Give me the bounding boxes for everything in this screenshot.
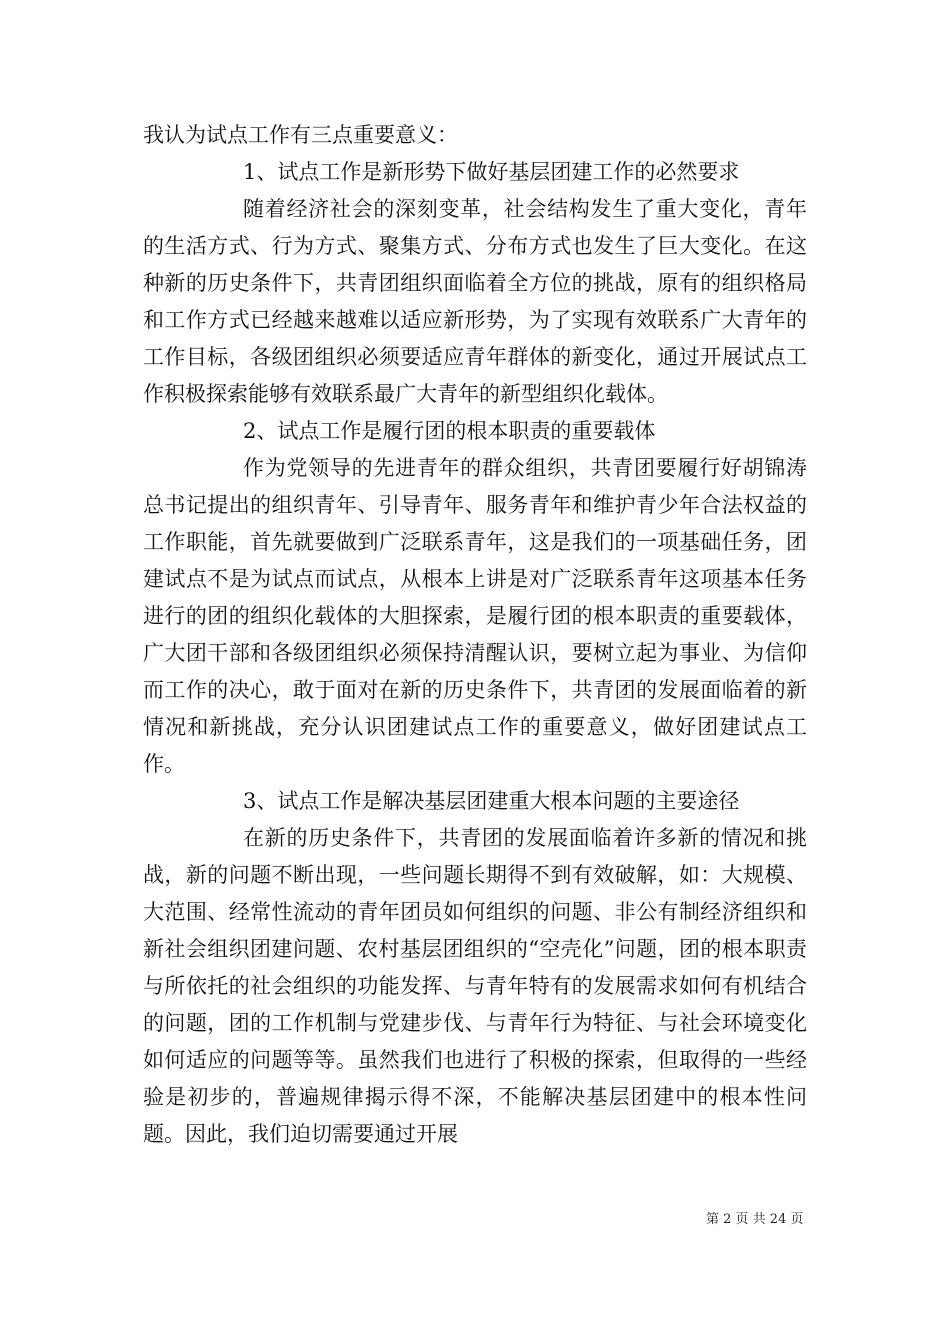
page-number-footer: 第 2 页 共 24 页: [706, 1212, 804, 1227]
section-2-heading: 2、试点工作是履行团的根本职责的重要载体: [243, 419, 656, 443]
section-3-heading: 3、试点工作是解决基层团建重大根本问题的主要途径: [243, 789, 740, 813]
section-2-body: 作为党领导的先进青年的群众组织，共青团要履行好胡锦涛总书记提出的组织青年、引导青年、服务青年和维护青少年合法权益的工作职能，首先就要做到广泛联系青年，这是我们的一项基础任务，团建试点不是为试点而试点，从根本上讲是对广泛联系青年这项基本任务进行的团的组织化载体的大胆探索，是履行团的根本职责的重要载体，广大团干部和各级团组织必须保持清醒认识，要树立起为事业、为信仰而工作的决心，敢于面对在新的历史条件下，共青团的发展面临着的新情况和新挑战，充分认识团建试点工作的重要意义，做好团建试点工作。: [143, 456, 807, 776]
section-3-body: 在新的历史条件下，共青团的发展面临着许多新的情况和挑战，新的问题不断出现，一些问题长期得不到有效破解，如：大规模、大范围、经常性流动的青年团员如何组织的问题、非公有制经济组织和新社会组织团建问题、农村基层团组织的“空壳化”问题，团的根本职责与所依托的社会组织的功能发挥、与青年特有的发展需求如何有机结合的问题，团的工作机制与党建步伐、与青年行为特征、与社会环境变化如何适应的问题等等。虽然我们也进行了积极的探索，但取得的一些经验是初步的，普遍规律揭示得不深，不能解决基层团建中的根本性问题。因此，我们迫切需要通过开展: [143, 826, 807, 1146]
section-1-heading: 1、试点工作是新形势下做好基层团建工作的必然要求: [243, 160, 740, 184]
section-1-body: 随着经济社会的深刻变革，社会结构发生了重大变化，青年的生活方式、行为方式、聚集方式、分布方式也发生了巨大变化。在这种新的历史条件下，共青团组织面临着全方位的挑战，原有的组织格局和工作方式已经越来越难以适应新形势，为了实现有效联系广大青年的工作目标，各级团组织必须要适应青年群体的新变化，通过开展试点工作积极探索能够有效联系最广大青年的新型组织化载体。: [143, 197, 807, 406]
document-body: [143, 117, 807, 1153]
intro-paragraph: 我认为试点工作有三点重要意义：: [143, 123, 458, 147]
